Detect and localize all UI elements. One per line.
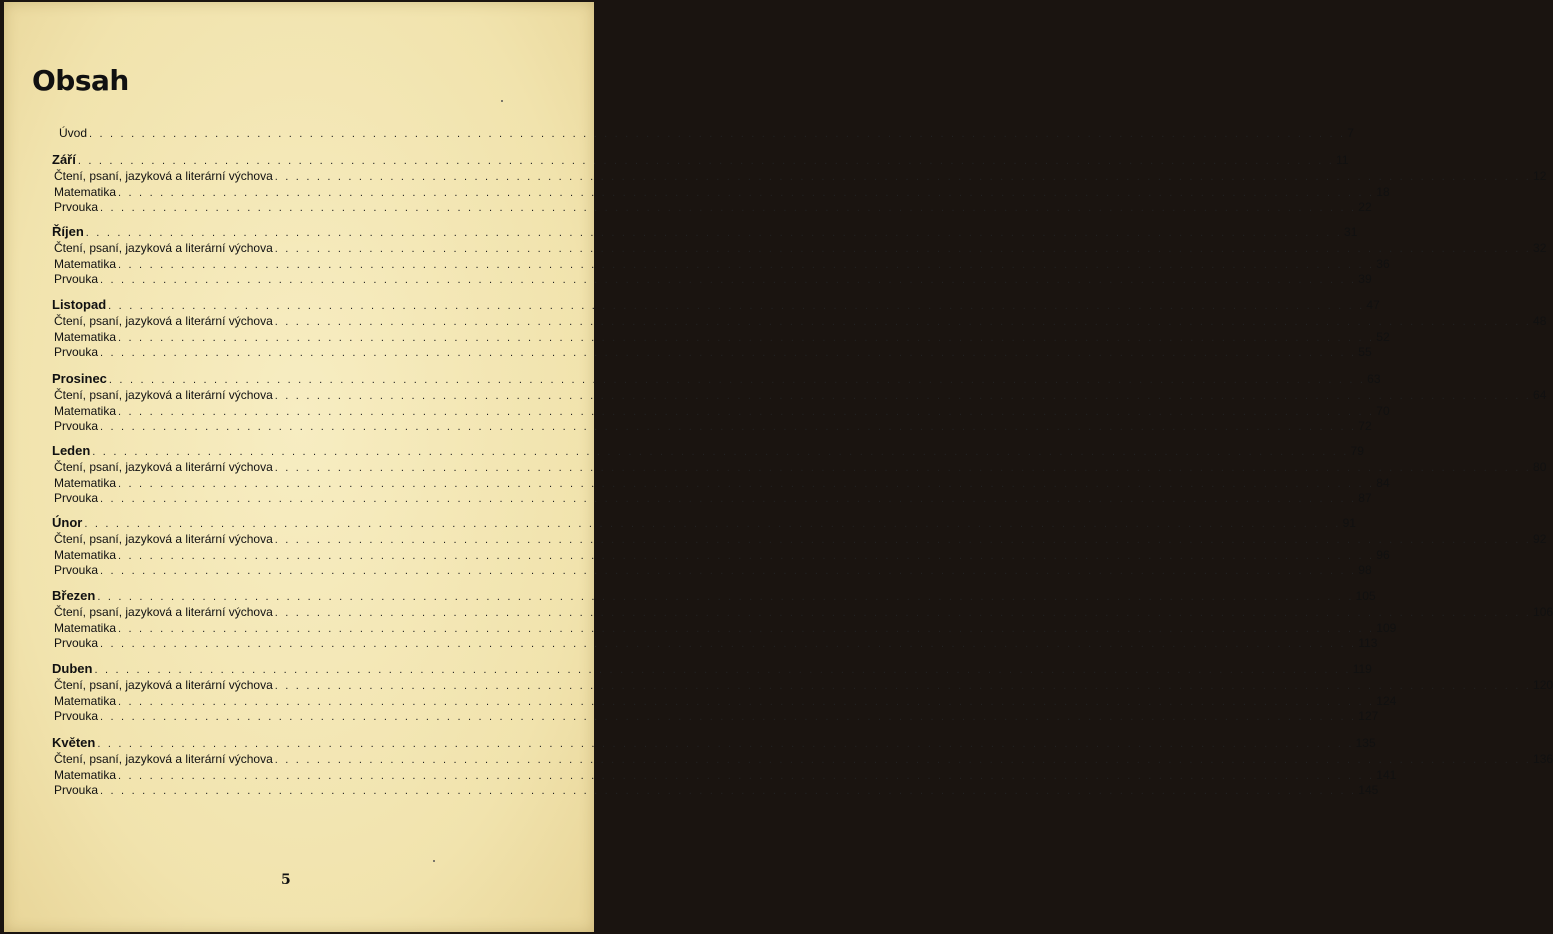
toc-entry-label: Prvouka	[54, 563, 99, 577]
toc-entry-page: 70	[1376, 403, 1390, 418]
dot-leader: . . . . . . . . . . . . . . . . . . . . . . . . . . . . . . . . . . . . . . . . . . . . . . . . . . . . . . . . . . . . . . . . . . . . . . . . . . . . . . . . . . . . . . . . . . . . . . . . . . . . . . . . . . . . . . . . . . . . . . . .	[274, 390, 1532, 402]
dot-leader: . . . . . . . . . . . . . . . . . . . . . . . . . . . . . . . . . . . . . . . . . . . . . . . . . . . . . . . . . . . . . . . . . . . . . . . . . . . . . . . . . . . . . . . . . . . . . . . . . . . . . . . . . . . . . . . . . . . . . . . .	[100, 274, 1357, 286]
dot-leader: . . . . . . . . . . . . . . . . . . . . . . . . . . . . . . . . . . . . . . . . . . . . . . . . . . . . . . . . . . . . . . . . . . . . . . . . . . . . . . . . . . . . . . . . . . . . . . . . . . . . . . . . . . . . . . . . . . . . . . . .	[118, 405, 1375, 418]
toc-subentry[interactable]	[54, 678, 1553, 692]
toc-entry-page: 7	[1347, 126, 1354, 140]
toc-entry-label: Matematika	[54, 256, 117, 271]
toc-entry-label: Matematika	[54, 475, 117, 490]
toc-section-5[interactable]	[52, 515, 1356, 530]
toc-entry-label: Matematika	[54, 693, 117, 708]
toc-subentry[interactable]	[54, 460, 1547, 474]
toc-entry-page: 98	[1358, 563, 1372, 577]
toc-entry-label: Únor	[52, 515, 83, 530]
toc-entry-label: Duben	[52, 661, 93, 676]
toc-entry-label: Prvouka	[54, 491, 99, 505]
dot-leader: . . . . . . . . . . . . . . . . . . . . . . . . . . . . . . . . . . . . . . . . . . . . . . . . . . . . . . . . . . . . . . . . . . . . . . . . . . . . . . . . . . . . . . . . . . . . . . . . . . . . . . . . . . . . . . . . . . . . . . . .	[118, 622, 1375, 635]
toc-entry-label: Čtení, psaní, jazyková a literární výchova	[54, 241, 273, 255]
toc-section-6[interactable]	[52, 588, 1376, 603]
dot-leader: . . . . . . . . . . . . . . . . . . . . . . . . . . . . . . . . . . . . . . . . . . . . . . . . . . . . . . . . . . . . . . . . . . . . . . . . . . . . . . . . . . . . . . . . . . . . . . . . . . . . . . . . . . . . . . . . . . . . . . . .	[100, 347, 1357, 359]
toc-section-3[interactable]	[52, 371, 1381, 386]
dot-leader: . . . . . . . . . . . . . . . . . . . . . . . . . . . . . . . . . . . . . . . . . . . . . . . . . . . . . . . . . . . . . . . . . . . . . . . . . . . . . . . . . . . . . . . . . . . . . . . . . . . . . . . . . . . . . . . . . . . . . . . .	[100, 421, 1357, 433]
toc-entry-label: Čtení, psaní, jazyková a literární výchova	[54, 460, 273, 474]
toc-subentry[interactable]	[54, 200, 1372, 214]
toc-entry-page: 141	[1376, 767, 1397, 782]
toc-subentry[interactable]	[54, 767, 1397, 782]
dot-leader: . . . . . . . . . . . . . . . . . . . . . . . . . . . . . . . . . . . . . . . . . . . . . . . . . . . . . . . . . . . . . . . . . . . . . . . . . . . . . . . . . . . . . . . . . . . . . . . . . . . . . . . . . . . . . . . . . . . . . . . .	[100, 493, 1357, 505]
toc-subentry[interactable]	[54, 256, 1390, 271]
toc-entry-label: Leden	[52, 443, 91, 458]
toc-entry-page: 31	[1344, 225, 1358, 239]
dot-leader: . . . . . . . . . . . . . . . . . . . . . . . . . . . . . . . . . . . . . . . . . . . . . . . . . . . . . . . . . . . . . . . . . . . . . . . . . . . . . . . . . . . . . . . . . . . . . . . . . . . . . . . . . . . . . . . . . . . . . . . .	[274, 680, 1532, 692]
toc-section-4[interactable]	[52, 443, 1364, 458]
paper-speck	[433, 860, 435, 862]
dot-leader: . . . . . . . . . . . . . . . . . . . . . . . . . . . . . . . . . . . . . . . . . . . . . . . . . . . . . . . . . . . . . . . . . . . . . . . . . . . . . . . . . . . . . . . . . . . . . . . . . . . . . . . . . . . . . . . . . . . . . . . .	[274, 243, 1532, 255]
toc-entry-page: 136	[1533, 752, 1553, 766]
page-number: 5	[281, 872, 291, 888]
toc-section-1[interactable]	[52, 224, 1358, 239]
toc-entry-page: 72	[1358, 419, 1372, 433]
toc-section-0[interactable]	[52, 152, 1349, 167]
paper-speck	[501, 100, 503, 102]
toc-entry-page: 55	[1358, 345, 1372, 359]
toc-entry-label: Matematika	[54, 547, 117, 562]
book-page	[4, 2, 1553, 932]
table-of-contents	[4, 2, 1553, 932]
dot-leader: . . . . . . . . . . . . . . . . . . . . . . . . . . . . . . . . . . . . . . . . . . . . . . . . . . . . . . . . . . . . . . . . . . . . . . . . . . . . . . . . . . . . . . . . . . . . . . . . . . . . . . . . . . . . . . . . . . . . . . . .	[97, 591, 1354, 603]
toc-section-7[interactable]	[52, 661, 1372, 676]
toc-entry-page: 63	[1367, 372, 1381, 386]
toc-entry-page: 135	[1355, 736, 1376, 750]
dot-leader: . . . . . . . . . . . . . . . . . . . . . . . . . . . . . . . . . . . . . . . . . . . . . . . . . . . . . . . . . . . . . . . . . . . . . . . . . . . . . . . . . . . . . . . . . . . . . . . . . . . . . . . . . . . . . . . . . . . . . . . .	[274, 171, 1532, 183]
dot-leader: . . . . . . . . . . . . . . . . . . . . . . . . . . . . . . . . . . . . . . . . . . . . . . . . . . . . . . . . . . . . . . . . . . . . . . . . . . . . . . . . . . . . . . . . . . . . . . . . . . . . . . . . . . . . . . . . . . . . . . . .	[274, 754, 1532, 766]
toc-entry-page: 32	[1533, 241, 1547, 255]
toc-entry-page: 64	[1533, 388, 1547, 402]
toc-entry-page: 11	[1336, 153, 1349, 167]
dot-leader: . . . . . . . . . . . . . . . . . . . . . . . . . . . . . . . . . . . . . . . . . . . . . . . . . . . . . . . . . . . . . . . . . . . . . . . . . . . . . . . . . . . . . . . . . . . . . . . . . . . . . . . . . . . . . . . . . . . . . . . .	[274, 462, 1532, 474]
toc-subentry[interactable]	[54, 184, 1390, 199]
toc-section-8[interactable]	[52, 735, 1376, 750]
toc-entry-label: Čtení, psaní, jazyková a literární výchova	[54, 752, 273, 766]
toc-entry-label: Prvouka	[54, 709, 99, 723]
toc-subentry[interactable]	[54, 620, 1397, 635]
toc-entry-page: 80	[1533, 460, 1547, 474]
toc-subentry[interactable]	[54, 475, 1390, 490]
dot-leader: . . . . . . . . . . . . . . . . . . . . . . . . . . . . . . . . . . . . . . . . . . . . . . . . . . . . . . . . . . . . . . . . . . . . . . . . . . . . . . . . . . . . . . . . . . . . . . . . . . . . . . . . . . . . . . . . . . . . . . . .	[274, 316, 1532, 328]
toc-entry-label: Prvouka	[54, 783, 99, 797]
dot-leader: . . . . . . . . . . . . . . . . . . . . . . . . . . . . . . . . . . . . . . . . . . . . . . . . . . . . . . . . . . . . . . . . . . . . . . . . . . . . . . . . . . . . . . . . . . . . . . . . . . . . . . . . . . . . . . . . . . . . . . . .	[118, 331, 1375, 344]
toc-entry-label: Prvouka	[54, 200, 99, 214]
toc-entry-label: Prvouka	[54, 419, 99, 433]
toc-entry-label: Matematika	[54, 767, 117, 782]
toc-entry-label: Prvouka	[54, 272, 99, 286]
toc-entry-page: 39	[1358, 272, 1372, 286]
dot-leader: . . . . . . . . . . . . . . . . . . . . . . . . . . . . . . . . . . . . . . . . . . . . . . . . . . . . . . . . . . . . . . . . . . . . . . . . . . . . . . . . . . . . . . . . . . . . . . . . . . . . . . . . . . . . . . . . . . . . . . . .	[100, 638, 1357, 650]
toc-entry-label: Čtení, psaní, jazyková a literární výchova	[54, 605, 273, 619]
dot-leader: . . . . . . . . . . . . . . . . . . . . . . . . . . . . . . . . . . . . . . . . . . . . . . . . . . . . . . . . . . . . . . . . . . . . . . . . . . . . . . . . . . . . . . . . . . . . . . . . . . . . . . . . . . . . . . . . . . . . . . . .	[77, 155, 1335, 167]
toc-entry-label: Úvod	[59, 126, 88, 140]
dot-leader: . . . . . . . . . . . . . . . . . . . . . . . . . . . . . . . . . . . . . . . . . . . . . . . . . . . . . . . . . . . . . . . . . . . . . . . . . . . . . . . . . . . . . . . . . . . . . . . . . . . . . . . . . . . . . . . . . . . . . . . .	[84, 518, 1341, 530]
toc-subentry[interactable]	[54, 345, 1372, 359]
page-title: Obsah	[32, 64, 129, 97]
toc-section-2[interactable]	[52, 297, 1380, 312]
toc-entry-label: Březen	[52, 588, 96, 603]
toc-entry-page: 145	[1358, 783, 1379, 797]
dot-leader: . . . . . . . . . . . . . . . . . . . . . . . . . . . . . . . . . . . . . . . . . . . . . . . . . . . . . . . . . . . . . . . . . . . . . . . . . . . . . . . . . . . . . . . . . . . . . . . . . . . . . . . . . . . . . . . . . . . . . . . .	[100, 202, 1357, 214]
toc-entry-page: 127	[1358, 709, 1379, 723]
toc-entry-page: 36	[1376, 256, 1390, 271]
toc-entry-page: 106	[1533, 605, 1553, 619]
toc-entry-label: Květen	[52, 735, 96, 750]
toc-entry-intro[interactable]	[59, 126, 1354, 140]
toc-subentry[interactable]	[54, 272, 1372, 286]
toc-entry-label: Čtení, psaní, jazyková a literární výchova	[54, 169, 273, 183]
dot-leader: . . . . . . . . . . . . . . . . . . . . . . . . . . . . . . . . . . . . . . . . . . . . . . . . . . . . . . . . . . . . . . . . . . . . . . . . . . . . . . . . . . . . . . . . . . . . . . . . . . . . . . . . . . . . . . . . . . . . . . . .	[274, 607, 1532, 619]
toc-subentry[interactable]	[54, 636, 1378, 650]
toc-entry-page: 120	[1533, 678, 1553, 692]
toc-subentry[interactable]	[54, 693, 1397, 708]
dot-leader: . . . . . . . . . . . . . . . . . . . . . . . . . . . . . . . . . . . . . . . . . . . . . . . . . . . . . . . . . . . . . . . . . . . . . . . . . . . . . . . . . . . . . . . . . . . . . . . . . . . . . . . . . . . . . . . . . . . . . . . .	[100, 565, 1357, 577]
toc-entry-label: Matematika	[54, 620, 117, 635]
toc-subentry[interactable]	[54, 605, 1553, 619]
toc-subentry[interactable]	[54, 532, 1547, 546]
toc-entry-page: 87	[1358, 491, 1372, 505]
toc-subentry[interactable]	[54, 241, 1547, 255]
toc-entry-label: Matematika	[54, 329, 117, 344]
dot-leader: . . . . . . . . . . . . . . . . . . . . . . . . . . . . . . . . . . . . . . . . . . . . . . . . . . . . . . . . . . . . . . . . . . . . . . . . . . . . . . . . . . . . . . . . . . . . . . . . . . . . . . . . . . . . . . . . . . . . . . . .	[118, 549, 1375, 562]
dot-leader: . . . . . . . . . . . . . . . . . . . . . . . . . . . . . . . . . . . . . . . . . . . . . . . . . . . . . . . . . . . . . . . . . . . . . . . . . . . . . . . . . . . . . . . . . . . . . . . . . . . . . . . . . . . . . . . . . . . . . . . .	[92, 446, 1349, 458]
toc-entry-page: 47	[1366, 298, 1380, 312]
toc-subentry[interactable]	[54, 491, 1372, 505]
dot-leader: . . . . . . . . . . . . . . . . . . . . . . . . . . . . . . . . . . . . . . . . . . . . . . . . . . . . . . . . . . . . . . . . . . . . . . . . . . . . . . . . . . . . . . . . . . . . . . . . . . . . . . . . . . . . . . . . . . . . . . . .	[89, 128, 1346, 140]
toc-subentry[interactable]	[54, 329, 1390, 344]
dot-leader: . . . . . . . . . . . . . . . . . . . . . . . . . . . . . . . . . . . . . . . . . . . . . . . . . . . . . . . . . . . . . . . . . . . . . . . . . . . . . . . . . . . . . . . . . . . . . . . . . . . . . . . . . . . . . . . . . . . . . . . .	[94, 664, 1351, 676]
toc-entry-page: 18	[1376, 184, 1390, 199]
dot-leader: . . . . . . . . . . . . . . . . . . . . . . . . . . . . . . . . . . . . . . . . . . . . . . . . . . . . . . . . . . . . . . . . . . . . . . . . . . . . . . . . . . . . . . . . . . . . . . . . . . . . . . . . . . . . . . . . . . . . . . . .	[100, 711, 1357, 723]
toc-entry-label: Čtení, psaní, jazyková a literární výchova	[54, 678, 273, 692]
toc-entry-label: Prvouka	[54, 636, 99, 650]
toc-entry-page: 105	[1355, 589, 1376, 603]
dot-leader: . . . . . . . . . . . . . . . . . . . . . . . . . . . . . . . . . . . . . . . . . . . . . . . . . . . . . . . . . . . . . . . . . . . . . . . . . . . . . . . . . . . . . . . . . . . . . . . . . . . . . . . . . . . . . . . . . . . . . . . .	[118, 186, 1375, 199]
toc-subentry[interactable]	[54, 388, 1547, 402]
toc-subentry[interactable]	[54, 547, 1390, 562]
toc-entry-page: 124	[1376, 693, 1397, 708]
toc-entry-label: Čtení, psaní, jazyková a literární výchova	[54, 314, 273, 328]
toc-entry-page: 91	[1342, 516, 1356, 530]
toc-entry-page: 96	[1376, 547, 1390, 562]
dot-leader: . . . . . . . . . . . . . . . . . . . . . . . . . . . . . . . . . . . . . . . . . . . . . . . . . . . . . . . . . . . . . . . . . . . . . . . . . . . . . . . . . . . . . . . . . . . . . . . . . . . . . . . . . . . . . . . . . . . . . . . .	[118, 258, 1375, 271]
toc-entry-label: Říjen	[52, 224, 84, 239]
toc-entry-label: Matematika	[54, 403, 117, 418]
dot-leader: . . . . . . . . . . . . . . . . . . . . . . . . . . . . . . . . . . . . . . . . . . . . . . . . . . . . . . . . . . . . . . . . . . . . . . . . . . . . . . . . . . . . . . . . . . . . . . . . . . . . . . . . . . . . . . . . . . . . . . . .	[108, 374, 1366, 386]
dot-leader: . . . . . . . . . . . . . . . . . . . . . . . . . . . . . . . . . . . . . . . . . . . . . . . . . . . . . . . . . . . . . . . . . . . . . . . . . . . . . . . . . . . . . . . . . . . . . . . . . . . . . . . . . . . . . . . . . . . . . . . .	[274, 534, 1532, 546]
toc-entry-page: 52	[1376, 329, 1390, 344]
dot-leader: . . . . . . . . . . . . . . . . . . . . . . . . . . . . . . . . . . . . . . . . . . . . . . . . . . . . . . . . . . . . . . . . . . . . . . . . . . . . . . . . . . . . . . . . . . . . . . . . . . . . . . . . . . . . . . . . . . . . . . . .	[118, 769, 1375, 782]
dot-leader: . . . . . . . . . . . . . . . . . . . . . . . . . . . . . . . . . . . . . . . . . . . . . . . . . . . . . . . . . . . . . . . . . . . . . . . . . . . . . . . . . . . . . . . . . . . . . . . . . . . . . . . . . . . . . . . . . . . . . . . .	[118, 695, 1375, 708]
toc-subentry[interactable]	[54, 314, 1547, 328]
toc-entry-page: 12	[1533, 169, 1547, 183]
toc-subentry[interactable]	[54, 783, 1379, 797]
toc-entry-label: Listopad	[52, 297, 107, 312]
toc-entry-label: Čtení, psaní, jazyková a literární výchova	[54, 532, 273, 546]
toc-entry-label: Září	[52, 152, 76, 167]
toc-entry-label: Matematika	[54, 184, 117, 199]
toc-entry-page: 92	[1533, 532, 1547, 546]
toc-entry-page: 84	[1376, 475, 1390, 490]
toc-entry-page: 119	[1352, 662, 1372, 676]
dot-leader: . . . . . . . . . . . . . . . . . . . . . . . . . . . . . . . . . . . . . . . . . . . . . . . . . . . . . . . . . . . . . . . . . . . . . . . . . . . . . . . . . . . . . . . . . . . . . . . . . . . . . . . . . . . . . . . . . . . . . . . .	[118, 477, 1375, 490]
toc-subentry[interactable]	[54, 419, 1372, 433]
toc-entry-label: Čtení, psaní, jazyková a literární výchova	[54, 388, 273, 402]
dot-leader: . . . . . . . . . . . . . . . . . . . . . . . . . . . . . . . . . . . . . . . . . . . . . . . . . . . . . . . . . . . . . . . . . . . . . . . . . . . . . . . . . . . . . . . . . . . . . . . . . . . . . . . . . . . . . . . . . . . . . . . .	[97, 738, 1354, 750]
toc-subentry[interactable]	[54, 403, 1390, 418]
toc-subentry[interactable]	[54, 563, 1372, 577]
toc-entry-label: Prosinec	[52, 371, 107, 386]
toc-entry-page: 79	[1350, 444, 1364, 458]
toc-entry-page: 113	[1358, 636, 1378, 650]
toc-subentry[interactable]	[54, 709, 1379, 723]
dot-leader: . . . . . . . . . . . . . . . . . . . . . . . . . . . . . . . . . . . . . . . . . . . . . . . . . . . . . . . . . . . . . . . . . . . . . . . . . . . . . . . . . . . . . . . . . . . . . . . . . . . . . . . . . . . . . . . . . . . . . . . .	[100, 785, 1357, 797]
toc-subentry[interactable]	[54, 169, 1547, 183]
toc-entry-page: 48	[1533, 314, 1547, 328]
toc-entry-page: 109	[1376, 620, 1397, 635]
toc-entry-page: 22	[1358, 200, 1372, 214]
toc-subentry[interactable]	[54, 752, 1553, 766]
toc-entry-label: Prvouka	[54, 345, 99, 359]
dot-leader: . . . . . . . . . . . . . . . . . . . . . . . . . . . . . . . . . . . . . . . . . . . . . . . . . . . . . . . . . . . . . . . . . . . . . . . . . . . . . . . . . . . . . . . . . . . . . . . . . . . . . . . . . . . . . . . . . . . . . . . .	[85, 227, 1343, 239]
dot-leader: . . . . . . . . . . . . . . . . . . . . . . . . . . . . . . . . . . . . . . . . . . . . . . . . . . . . . . . . . . . . . . . . . . . . . . . . . . . . . . . . . . . . . . . . . . . . . . . . . . . . . . . . . . . . . . . . . . . . . . . .	[108, 300, 1365, 312]
